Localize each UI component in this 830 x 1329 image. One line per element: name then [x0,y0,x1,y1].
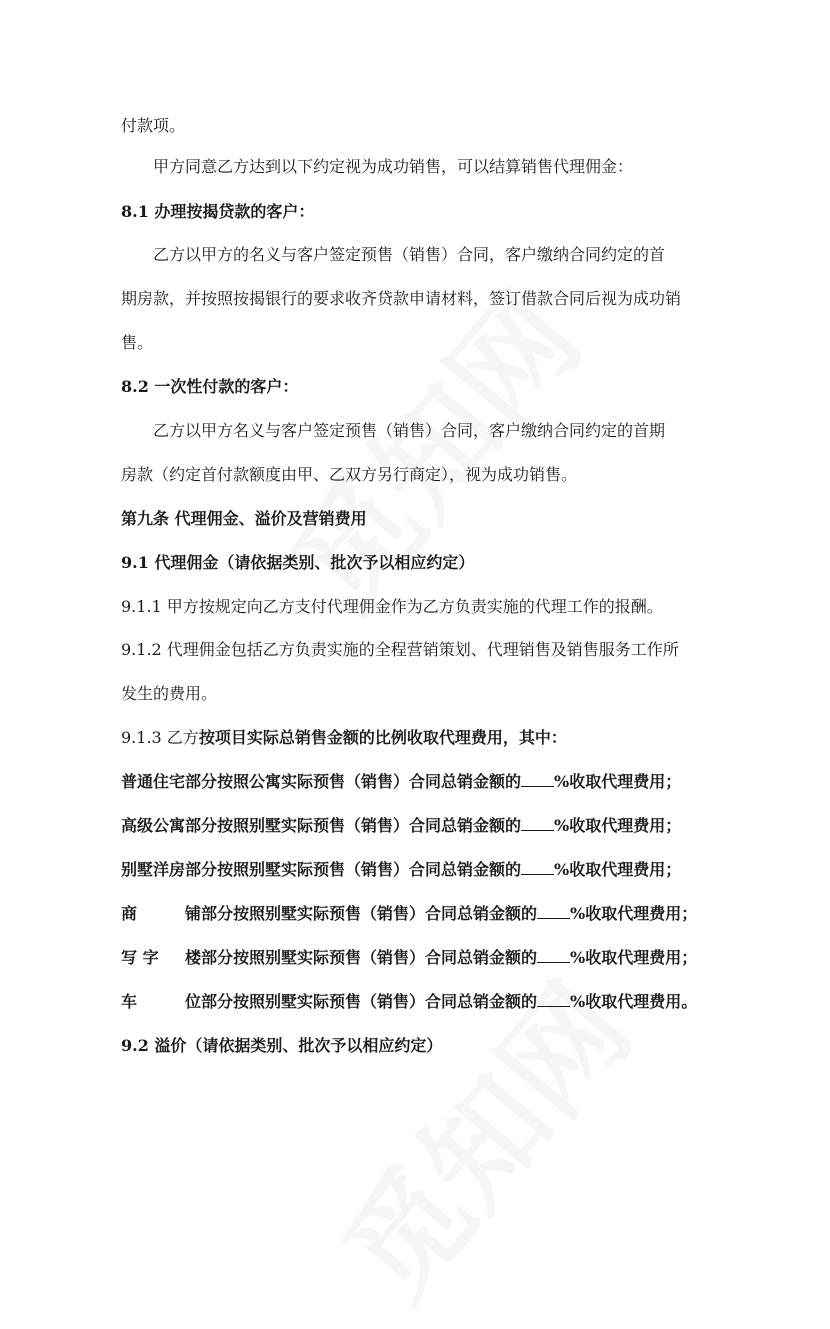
rate-label-prefix: 写 字 [121,948,159,967]
rate-label: 位部分按照别墅实际预售（销售）合同总销金额的 [185,992,538,1011]
rate-blank[interactable] [521,860,554,875]
section-heading-8-2: 8.2 一次性付款的客户： [121,377,299,396]
clause-bold-text: 按项目实际总销售金额的比例收取代理费用，其中： [198,728,567,747]
rate-line [121,814,681,838]
section-heading-9-1: 9.1 代理佣金（请依据类别、批次予以相应约定） [121,553,475,572]
rate-suffix: %收取代理费用； [554,772,682,791]
text-line: 发生的费用。 [121,684,218,703]
rate-label-prefix: 商 [121,904,138,923]
rate-line [121,946,697,970]
rate-blank[interactable] [537,992,570,1007]
text-line: 9.1.2 代理佣金包括乙方负责实施的全程营销策划、代理销售及销售服务工作所 [121,640,679,659]
section-heading-8-1: 8.1 办理按揭贷款的客户： [121,202,315,221]
rate-suffix: %收取代理费用。 [570,992,698,1011]
text-line: 付款项。 [121,116,186,135]
text-line: 房款（约定首付款额度由甲、乙双方另行商定），视为成功销售。 [121,465,578,484]
text-line: 乙方以甲方的名义与客户签定预售（销售）合同，客户缴纳合同约定的首 [153,245,666,264]
rate-blank[interactable] [521,772,554,787]
article-heading-9: 第九条 代理佣金、溢价及营销费用 [121,509,367,528]
text-line: 期房款，并按照按揭银行的要求收齐贷款申请材料，签订借款合同后视为成功销 [121,289,682,308]
rate-suffix: %收取代理费用； [570,948,698,967]
rate-label: 铺部分按照别墅实际预售（销售）合同总销金额的 [185,904,538,923]
clause-number: 9.1.3 乙方 [121,728,199,747]
rate-label-prefix: 车 [121,992,138,1011]
rate-line [121,858,681,882]
text-line: 售。 [121,333,154,352]
section-heading-9-2: 9.2 溢价（请依据类别、批次予以相应约定） [121,1036,443,1055]
rate-label: 普通住宅部分按照公寓实际预售（销售）合同总销金额的 [121,772,522,791]
rate-line [121,990,697,1014]
text-line-9-1-3 [121,726,567,750]
text-line: 9.1.1 甲方按规定向乙方支付代理佣金作为乙方负责实施的代理工作的报酬。 [121,597,663,616]
rate-blank[interactable] [537,904,570,919]
rate-label: 别墅洋房部分按照别墅实际预售（销售）合同总销金额的 [121,860,522,879]
rate-line [121,770,681,794]
text-line: 甲方同意乙方达到以下约定视为成功销售，可以结算销售代理佣金： [153,157,634,176]
rate-suffix: %收取代理费用； [554,816,682,835]
rate-suffix: %收取代理费用； [570,904,698,923]
rate-blank[interactable] [521,816,554,831]
text-line: 乙方以甲方名义与客户签定预售（销售）合同，客户缴纳合同约定的首期 [153,421,666,440]
rate-suffix: %收取代理费用； [554,860,682,879]
rate-blank[interactable] [537,948,570,963]
rate-label: 高级公寓部分按照别墅实际预售（销售）合同总销金额的 [121,816,522,835]
rate-label: 楼部分按照别墅实际预售（销售）合同总销金额的 [185,948,538,967]
rate-line [121,902,697,926]
